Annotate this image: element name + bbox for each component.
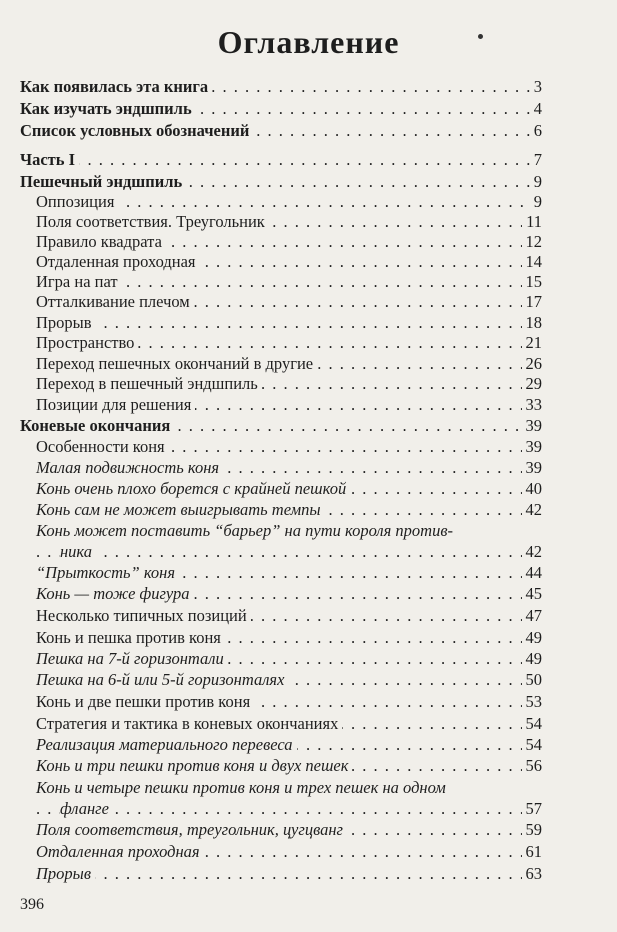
toc-entry[interactable]: [0, 605, 617, 627]
toc-entry-page: 39: [522, 415, 543, 437]
toc-entry-page: 39: [522, 436, 543, 458]
toc-leader: [36, 541, 540, 563]
toc-entry-page: 18: [522, 312, 543, 334]
toc-entry-title: Реализация материального перевеса: [36, 734, 297, 756]
toc-entry-page: 39: [522, 457, 543, 479]
toc-entry[interactable]: [0, 436, 617, 458]
toc-entry[interactable]: [0, 499, 617, 521]
toc-entry-title: Конь очень плохо борется с крайней пешкой: [36, 478, 350, 500]
toc-entry-page: 49: [522, 648, 543, 670]
toc-entry-page: 29: [522, 373, 543, 395]
toc-entry[interactable]: [0, 394, 617, 416]
toc-entry-title: Малая подвижность коня: [36, 457, 223, 479]
toc-entry-page: 21: [522, 332, 543, 354]
toc-entry-title: Игра на пат: [36, 271, 122, 293]
toc-entry[interactable]: [0, 777, 617, 799]
toc-entry[interactable]: [0, 583, 617, 605]
toc-entry-page: 14: [522, 251, 543, 273]
toc-entry[interactable]: [0, 211, 617, 233]
toc-entry[interactable]: [0, 798, 617, 820]
toc-entry-page: 26: [522, 353, 543, 375]
toc-entry-title: Правило квадрата: [36, 231, 166, 253]
toc-entry[interactable]: [0, 734, 617, 756]
toc-leader: [36, 863, 540, 885]
toc-entry-title: Поля соответствия, треугольник, цугцванг: [36, 819, 347, 841]
toc-entry-title: Отдаленная проходная: [36, 251, 199, 273]
toc-entry-title: Поля соответствия. Треугольник: [36, 211, 269, 233]
toc-entry-page: 47: [522, 605, 543, 627]
toc-entry[interactable]: [0, 755, 617, 777]
toc-entry-title: ника: [60, 541, 96, 563]
toc-entry[interactable]: [0, 76, 617, 98]
toc-entry-page: 57: [522, 798, 543, 820]
toc-entry-title: Переход в пешечный эндшпиль: [36, 373, 262, 395]
page-title: Оглавление: [217, 24, 400, 60]
toc-entry[interactable]: [0, 520, 617, 542]
toc-entry-title: Переход пешечных окончаний в другие: [36, 353, 317, 375]
toc-entry-title: Пешка на 7-й горизонтали: [36, 648, 228, 670]
toc-entry-page: 17: [522, 291, 543, 313]
toc-entry-title: Конь и три пешки против коня и двух пешек: [36, 755, 352, 777]
toc-entry[interactable]: [0, 98, 617, 120]
toc-entry-page: 15: [522, 271, 543, 293]
toc-entry[interactable]: [0, 478, 617, 500]
toc-entry-title: Конь сам не может выигрывать темпы: [36, 499, 325, 521]
toc-entry[interactable]: [0, 819, 617, 841]
toc-entry-page: 12: [522, 231, 543, 253]
toc-entry-title: Прорыв: [36, 863, 95, 885]
toc-entry[interactable]: [0, 171, 617, 193]
toc-entry[interactable]: [0, 669, 617, 691]
toc-entry-title: Конь и пешка против коня: [36, 627, 225, 649]
toc-entry[interactable]: [0, 627, 617, 649]
toc-entry-page: 50: [522, 669, 543, 691]
toc-entry[interactable]: [0, 353, 617, 375]
toc-entry-page: 63: [522, 863, 543, 885]
toc-entry-title: Конь — тоже фигура: [36, 583, 194, 605]
toc-entry-title: Как изучать эндшпиль: [20, 98, 196, 120]
toc-entry[interactable]: [0, 457, 617, 479]
toc-entry-title: Часть I: [20, 149, 79, 171]
toc-entry-title: Особенности коня: [36, 436, 169, 458]
toc-entry-page: 56: [522, 755, 543, 777]
toc-entry-title: фланге: [60, 798, 113, 820]
toc-entry[interactable]: [0, 312, 617, 334]
toc-entry-page: 3: [530, 76, 542, 98]
toc-entry[interactable]: [0, 373, 617, 395]
toc-entry-page: 4: [530, 98, 542, 120]
toc-entry-page: 54: [522, 734, 543, 756]
toc-entry-title: Стратегия и тактика в коневых окончаниях: [36, 713, 342, 735]
toc-entry-page: 53: [522, 691, 543, 713]
toc-entry-page: 9: [530, 191, 542, 213]
toc-entry-title: Пешка на 6-й или 5-й горизонталях: [36, 669, 288, 691]
toc-entry-title: Конь и две пешки против коня: [36, 691, 254, 713]
toc-entry[interactable]: [0, 562, 617, 584]
toc-entry-page: 42: [522, 541, 543, 563]
toc-entry[interactable]: [0, 332, 617, 354]
toc-entry-title: Пространство: [36, 332, 138, 354]
toc-entry-page: 7: [530, 149, 542, 171]
toc-entry[interactable]: [0, 415, 617, 437]
toc-entry[interactable]: [0, 841, 617, 863]
toc-entry-page: 9: [530, 171, 542, 193]
toc-entry-title: Несколько типичных позиций: [36, 605, 251, 627]
toc-entry-page: 44: [522, 562, 543, 584]
toc-entry-page: 42: [522, 499, 543, 521]
toc-entry[interactable]: [0, 120, 617, 142]
toc-entry[interactable]: [0, 291, 617, 313]
toc-entry-title: Конь может поставить “барьер” на пути короля против-: [36, 521, 453, 540]
toc-entry-page: 40: [522, 478, 543, 500]
toc-entry[interactable]: [0, 271, 617, 293]
toc-entry-title: Как появилась эта книга: [20, 76, 212, 98]
toc-entry-title: Конь и четыре пешки против коня и трех пешек на одном: [36, 778, 446, 797]
toc-entry-title: Позиции для решения: [36, 394, 195, 416]
toc-entry-title: Коневые окончания: [20, 415, 174, 437]
toc-entry-title: Отталкивание плечом: [36, 291, 194, 313]
toc-entry-title: Список условных обозначений: [20, 120, 253, 142]
toc-entry-title: Отдаленная проходная: [36, 841, 204, 863]
toc-entry-page: 11: [522, 211, 542, 233]
toc-leader: [36, 312, 540, 334]
toc-entry-page: 33: [522, 394, 543, 416]
toc-entry-page: 59: [522, 819, 543, 841]
toc-entry-title: Оппозиция: [36, 191, 118, 213]
toc-entry-title: Пешечный эндшпиль: [20, 171, 186, 193]
toc-entry-title: Прорыв: [36, 312, 96, 334]
ink-dot: [478, 34, 483, 39]
page-number: 396: [20, 896, 44, 913]
toc-entry[interactable]: [0, 863, 617, 885]
toc-entry-page: 45: [522, 583, 543, 605]
toc-entry[interactable]: [0, 251, 617, 273]
toc-entry[interactable]: [0, 713, 617, 735]
toc-entry[interactable]: [0, 191, 617, 213]
toc-entry[interactable]: [0, 648, 617, 670]
toc-entry-page: 6: [530, 120, 542, 142]
toc-leader: [20, 149, 540, 171]
toc-entry[interactable]: [0, 149, 617, 171]
toc-entry-page: 49: [522, 627, 543, 649]
toc-entry-page: 54: [522, 713, 543, 735]
toc-entry-page: 61: [522, 841, 543, 863]
toc-entry[interactable]: [0, 541, 617, 563]
toc-entry[interactable]: [0, 231, 617, 253]
toc-entry[interactable]: [0, 691, 617, 713]
toc-entry-title: “Прыткость” коня: [36, 562, 179, 584]
